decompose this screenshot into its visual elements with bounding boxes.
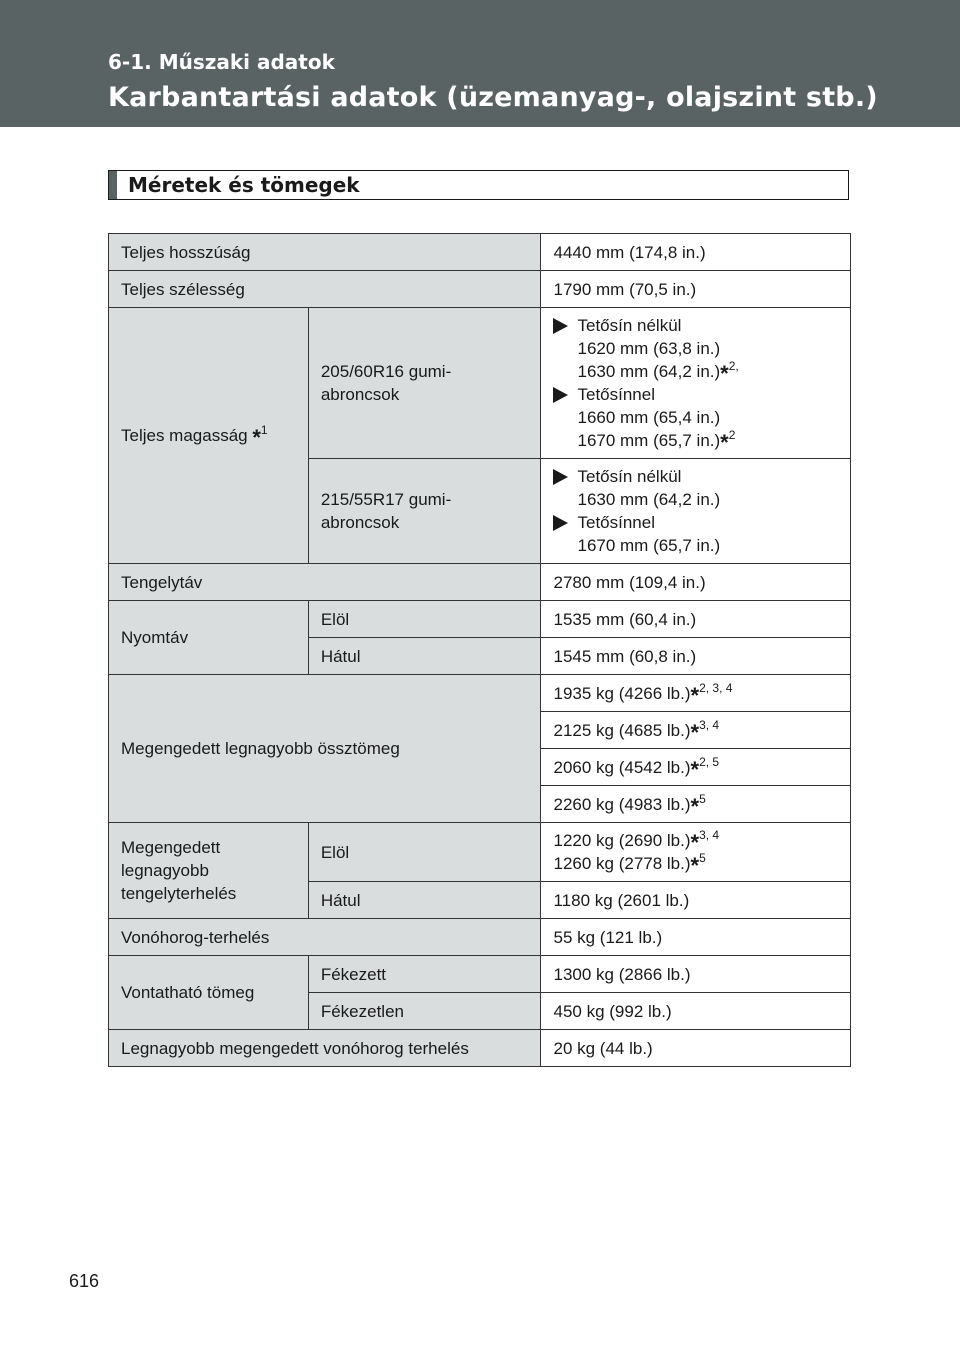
height-label: Teljes magasság bbox=[121, 426, 248, 445]
section-title: 6-1. Műszaki adatok bbox=[108, 50, 335, 74]
table-row bbox=[109, 271, 851, 308]
option-item: Tetősínnel bbox=[553, 511, 838, 534]
triangle-bullet-icon bbox=[553, 387, 568, 403]
row-label: Megengedett legnagyobb össztömeg bbox=[109, 675, 541, 823]
option-item: Tetősínnel bbox=[553, 383, 838, 406]
row-value: 450 kg (992 lb.) bbox=[541, 993, 851, 1030]
table-row bbox=[109, 956, 851, 993]
row-label: Teljes hosszúság bbox=[109, 234, 541, 271]
row-value: 1935 kg (4266 lb.)*$^{2, 3, 4}$ bbox=[541, 675, 851, 712]
option-item: Tetősín nélkül bbox=[553, 314, 838, 337]
table-row bbox=[109, 1030, 851, 1067]
table-row bbox=[109, 919, 851, 956]
heading-accent-bar bbox=[109, 171, 117, 199]
page-title: Karbantartási adatok (üzemanyag-, olajszint stb.) bbox=[108, 82, 878, 113]
row-value: 1790 mm (70,5 in.) bbox=[541, 271, 851, 308]
sub-label: Fékezett bbox=[308, 956, 541, 993]
row-label: Vontatható tömeg bbox=[109, 956, 309, 1030]
row-value: 2060 kg (4542 lb.)*$^{2, 5}$ bbox=[541, 749, 851, 786]
row-value: 2260 kg (4983 lb.)*$^5$ bbox=[541, 786, 851, 823]
footnote-ref: *$^1$ bbox=[252, 423, 268, 450]
triangle-bullet-icon bbox=[553, 515, 568, 531]
page-number: 616 bbox=[69, 1271, 100, 1291]
row-label: Teljes szélesség bbox=[109, 271, 541, 308]
row-value: 2125 kg (4685 lb.)*$^{3, 4}$ bbox=[541, 712, 851, 749]
row-value: 1180 kg (2601 lb.) bbox=[541, 882, 851, 919]
row-value: 1545 mm (60,8 in.) bbox=[541, 638, 851, 675]
row-value: 1535 mm (60,4 in.) bbox=[541, 601, 851, 638]
table-row bbox=[109, 601, 851, 638]
sub-label: Fékezetlen bbox=[308, 993, 541, 1030]
sub-label: Hátul bbox=[308, 882, 541, 919]
row-value: Tetősín nélkül 1620 mm (63,8 in.) 1630 mm (64,2 in.)*$^{2,}$ Tetősínnel 1660 mm (65,4 in.) 1670 mm (65,7 in.)*$^2$ bbox=[541, 308, 851, 459]
sub-label: Hátul bbox=[308, 638, 541, 675]
table-row bbox=[109, 234, 851, 271]
row-value: 20 kg (44 lb.) bbox=[541, 1030, 851, 1067]
tire-size-label: 215/55R17 gumi-abroncsok bbox=[308, 459, 541, 564]
row-label: Megengedett legnagyobb tengelyterhelés bbox=[109, 823, 309, 919]
row-label: Tengelytáv bbox=[109, 564, 541, 601]
sub-label: Elöl bbox=[308, 823, 541, 882]
row-label: Vonóhorog-terhelés bbox=[109, 919, 541, 956]
row-value: 1220 kg (2690 lb.)*$^{3, 4}$ 1260 kg (2778 lb.)*$^5$ bbox=[541, 823, 851, 882]
row-value: Tetősín nélkül 1630 mm (64,2 in.) Tetősínnel 1670 mm (65,7 in.) bbox=[541, 459, 851, 564]
subsection-title: Méretek és tömegek bbox=[128, 173, 360, 197]
row-value: 4440 mm (174,8 in.) bbox=[541, 234, 851, 271]
table-row bbox=[109, 823, 851, 882]
row-value: 1300 kg (2866 lb.) bbox=[541, 956, 851, 993]
table-row bbox=[109, 308, 851, 459]
sub-label: Elöl bbox=[308, 601, 541, 638]
table-row bbox=[109, 675, 851, 712]
triangle-bullet-icon bbox=[553, 469, 568, 485]
triangle-bullet-icon bbox=[553, 318, 568, 334]
row-label: Nyomtáv bbox=[109, 601, 309, 675]
option-item: Tetősín nélkül bbox=[553, 465, 838, 488]
specs-table bbox=[108, 233, 851, 1067]
tire-size-label: 205/60R16 gumi-abroncsok bbox=[308, 308, 541, 459]
row-value: 55 kg (121 lb.) bbox=[541, 919, 851, 956]
subsection-heading bbox=[108, 170, 849, 200]
page-header bbox=[0, 0, 960, 127]
row-label: Legnagyobb megengedett vonóhorog terhelés bbox=[109, 1030, 541, 1067]
row-label-height bbox=[109, 308, 309, 564]
table-row bbox=[109, 564, 851, 601]
row-value: 2780 mm (109,4 in.) bbox=[541, 564, 851, 601]
